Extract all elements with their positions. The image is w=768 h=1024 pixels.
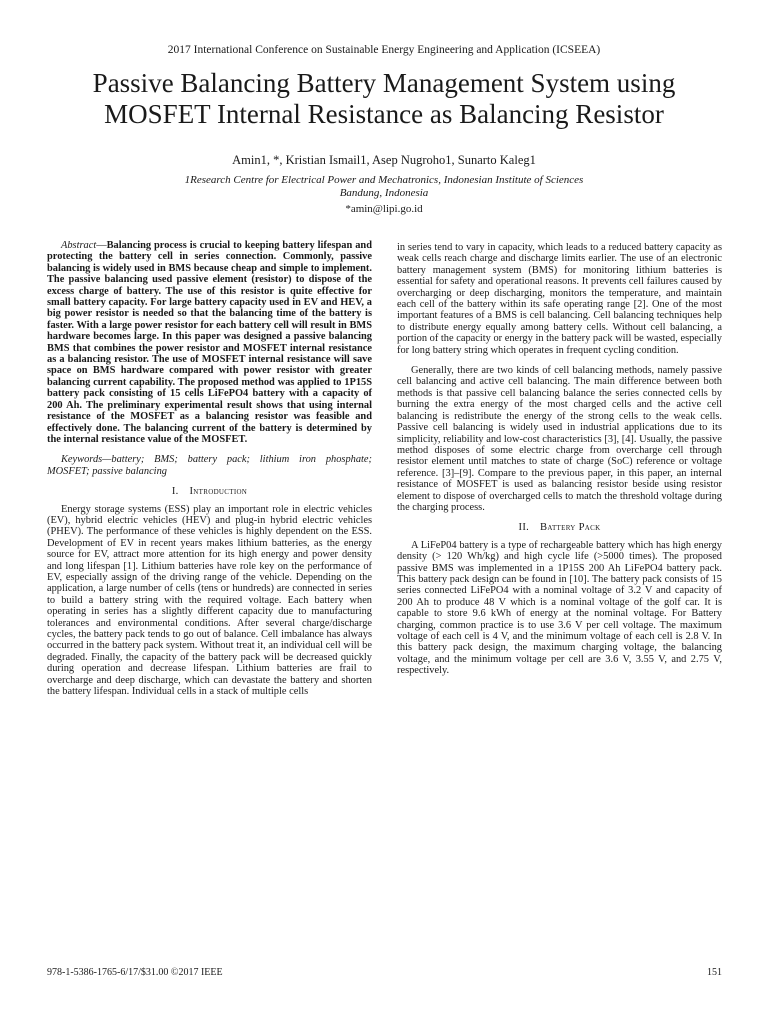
balancing-methods-paragraph: Generally, there are two kinds of cell balancing methods, namely passive cell balancing and active cell balancing. The main difference between both methods is that passive cell balancing balance the series connected cells by burning the extra energy of the most charged cells and the active cell balancing is redistribute the energy of the strong cells to the weak cells. Passive cell balancing is widely used in industrial applications due to its simplicity, reliability and low-cost characteristics [3], [4]. Usually, the passive method disposes of some electric charge from overcharge cell through resistor element until matches to state of charge (SoC) reference or voltage reference. [3]–[9]. Compare to the previous paper, in this paper, an internal resistance of MOSFET is used as balancing resistor beside using resistor element to dispose of overcharged cells to match the threshold voltage during the charging process. — [397, 365, 722, 513]
right-column — [397, 242, 722, 677]
author-email: *amin@lipi.go.id — [345, 203, 423, 215]
affiliation-line-2: Bandung, Indonesia — [339, 187, 429, 199]
left-column — [47, 240, 372, 697]
affiliation — [0, 174, 768, 200]
section-heading-introduction: I. Introduction — [171, 486, 248, 498]
abstract — [47, 240, 372, 445]
affiliation-line-1: 1Research Centre for Electrical Power and Mechatronics, Indonesian Institute of Sciences — [184, 174, 584, 186]
author-list: Amin1, *, Kristian Ismail1, Asep Nugroho1, Sunarto Kaleg1 — [232, 153, 536, 167]
paper-title — [20, 68, 748, 130]
abstract-body: Balancing process is crucial to keeping battery lifespan and protecting the battery cell in series connection. Commonly, passive balancing is widely used in BMS because cheap and simple to implement. The passive balancing used passive element (resistor) to dispose of the excess charge of battery. The use of this resistor is quite effective for small battery capacity. For large battery capacity used in EV and HEV, a big power resistor is needed so that the balancing time of the battery is faster. With a large power resistor for each battery cell will result in BMS hardware becomes large. In this paper was designed a passive balancing BMS that combines the power resistor and MOSFET internal resistance as a balancing resistor. The use of MOSFET internal resistance will save space on BMS hardware compared with power resistor with greater balancing current capability. The proposed method was applied to 1P15S battery pack consisting of 15 cells LiFePO4 battery with a capacity of 200 Ah. The preliminary experimental result shows that using internal resistance of the MOSFET as a balancing resistor was feasible and effectively done. The balancing current of the battery is determined by the internal resistance value of the MOSFET. — [47, 240, 372, 445]
footer-isbn: 978-1-5386-1765-6/17/$31.00 ©2017 IEEE — [47, 967, 223, 978]
title-line-2: MOSFET Internal Resistance as Balancing Resistor — [104, 99, 664, 129]
battery-pack-paragraph: A LiFeP04 battery is a type of rechargeable battery which has high energy density (> 120 Wh/kg) and high cycle life (>5000 times). The proposed passive BMS was implemented in a 1P15S 200 Ah LiFePO4 battery pack. This battery pack design can be found in [10]. The battery pack consists of 15 series connected LiFePO4 with a nominal voltage of 3.2 V and capacity of 200 Ah to produce 48 V which is a nominal voltage of the golf car. It is capable to store 9.6 kWh of energy at the nominal voltage. For Battery charging, common practice is to use 3.6 V per cell voltage. The maximum voltage of each cell is 4 V, and the minimum voltage of each cell is 2.8 V. In this battery pack design, the maximum charging voltage, the balancing voltage, and the minimum voltage per cell are 3.6 V, 3.55 V, and 2.75 V, respectively. — [397, 539, 722, 677]
conference-header: 2017 International Conference on Sustainable Energy Engineering and Application (ICSEEA) — [167, 44, 601, 56]
abstract-lead: Abstract — [61, 240, 97, 251]
intro-continued-paragraph: in series tend to vary in capacity, which leads to a reduced battery capacity as weak cells reach charge and discharge limits earlier. The use of an electronic battery management system (BMS) for monitoring lithium batteries is essential for safety and operational reasons. It prevents cell failures caused by overcharging or deep discharging, monitors the temperature, and maintain each cell of the battery within its safe operating range [2]. One of the most important features of a BMS is cell balancing. Cell balancing techniques help to distribute energy equally among battery cells. Without cell balancing, a portion of the capacity or energy in the battery pack will be wasted, especially for long battery string which operates in frequent cycling condition. — [397, 242, 722, 356]
page-number: 151 — [707, 967, 722, 978]
abstract-dash: — — [96, 240, 107, 251]
keywords: Keywords—battery; BMS; battery pack; lithium iron phosphate; MOSFET; passive balancing — [47, 454, 372, 477]
intro-paragraph: Energy storage systems (ESS) play an important role in electric vehicles (EV), hybrid electric vehicles (HEV) and plug-in hybrid electric vehicles (PHEV). The performance of these vehicles is highly dependent on the ESS. Development of EV in recent years makes lithium batteries, as the energy source for EV, attract more attention for its high energy and power density and long lifespan [1]. Lithium batteries have role key on the performance of EV, especially assign of the driving range of the vehicle. Depending on the application, a large number of cells (tens or hundreds) are connected in series to build a battery string with the required voltage. Each battery when operating in series has a slightly different capacity due to manufacturing tolerances and environmental conditions. After several charge/discharge cycles, the battery pack tends to go out of balance. Cell imbalance has always occurred in the battery pack system. Without treat it, an individual cell will be degraded. Finally, the capacity of the battery pack will be decreased quickly during operation and decrease lifespan. Lithium batteries are frail to overcharge and deep discharge, which can devastate the battery and shorten the battery lifespan. Individual cells in a stack of multiple cells — [47, 503, 372, 698]
title-line-1: Passive Balancing Battery Management System using — [92, 68, 676, 98]
section-heading-battery-pack: II. Battery Pack — [518, 522, 601, 534]
